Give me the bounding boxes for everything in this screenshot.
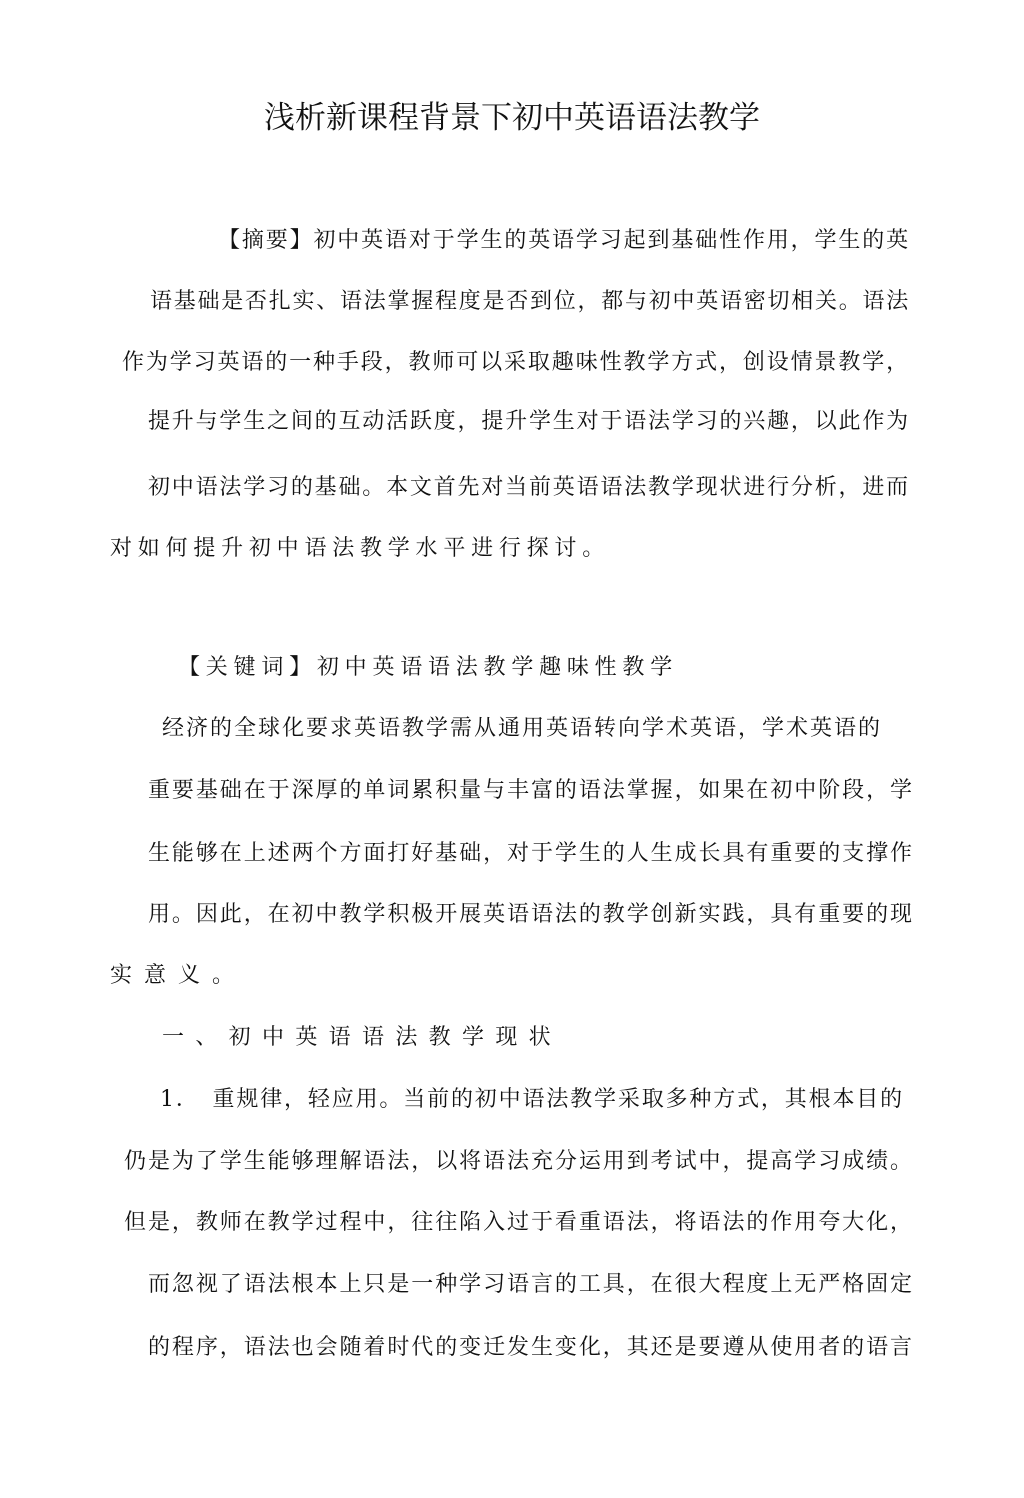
abstract-line-3: 作为学习英语的一种手段，教师可以采取趣味性教学方式，创设情景教学， [122, 350, 910, 375]
intro-line-3: 生能够在上述两个方面打好基础，对于学生的人生成长具有重要的支撑作 [148, 841, 914, 866]
abstract-line-2: 语基础是否扎实、语法掌握程度是否到位，都与初中英语密切相关。语法 [150, 289, 910, 314]
document-title: 浅析新课程背景下初中英语语法教学 [264, 100, 760, 136]
section-heading: 一、初中英语语法教学现状 [162, 1025, 562, 1050]
intro-line-2: 重要基础在于深厚的单词累积量与丰富的语法掌握，如果在初中阶段，学 [148, 778, 914, 803]
keywords-line: 【关键词】初中英语语法教学趣味性教学 [178, 655, 678, 680]
intro-line-1: 经济的全球化要求英语教学需从通用英语转向学术英语，学术英语的 [162, 716, 882, 741]
item1-line-3: 但是，教师在教学过程中，往往陷入过于看重语法，将语法的作用夸大化， [124, 1210, 914, 1235]
intro-line-4: 用。因此，在初中教学积极开展英语语法的教学创新实践，具有重要的现 [148, 902, 914, 927]
intro-line-5: 实意义。 [110, 963, 247, 988]
item1-line-2: 仍是为了学生能够理解语法，以将语法充分运用到考试中，提高学习成绩。 [124, 1149, 914, 1174]
item1-line-1: 1． 重规律，轻应用。当前的初中语法教学采取多种方式，其根本目的 [160, 1087, 904, 1112]
item1-line-5: 的程序，语法也会随着时代的变迁发生变化，其还是要遵从使用者的语言 [148, 1335, 914, 1360]
item1-line-4: 而忽视了语法根本上只是一种学习语言的工具，在很大程度上无严格固定 [148, 1272, 914, 1297]
abstract-line-5: 初中语法学习的基础。本文首先对当前英语语法教学现状进行分析，进而 [148, 475, 910, 500]
abstract-line-6: 对如何提升初中语法教学水平进行探讨。 [110, 536, 610, 561]
abstract-line-1: 【摘要】初中英语对于学生的英语学习起到基础性作用，学生的英 [218, 228, 910, 253]
abstract-line-4: 提升与学生之间的互动活跃度，提升学生对于语法学习的兴趣，以此作为 [148, 409, 910, 434]
